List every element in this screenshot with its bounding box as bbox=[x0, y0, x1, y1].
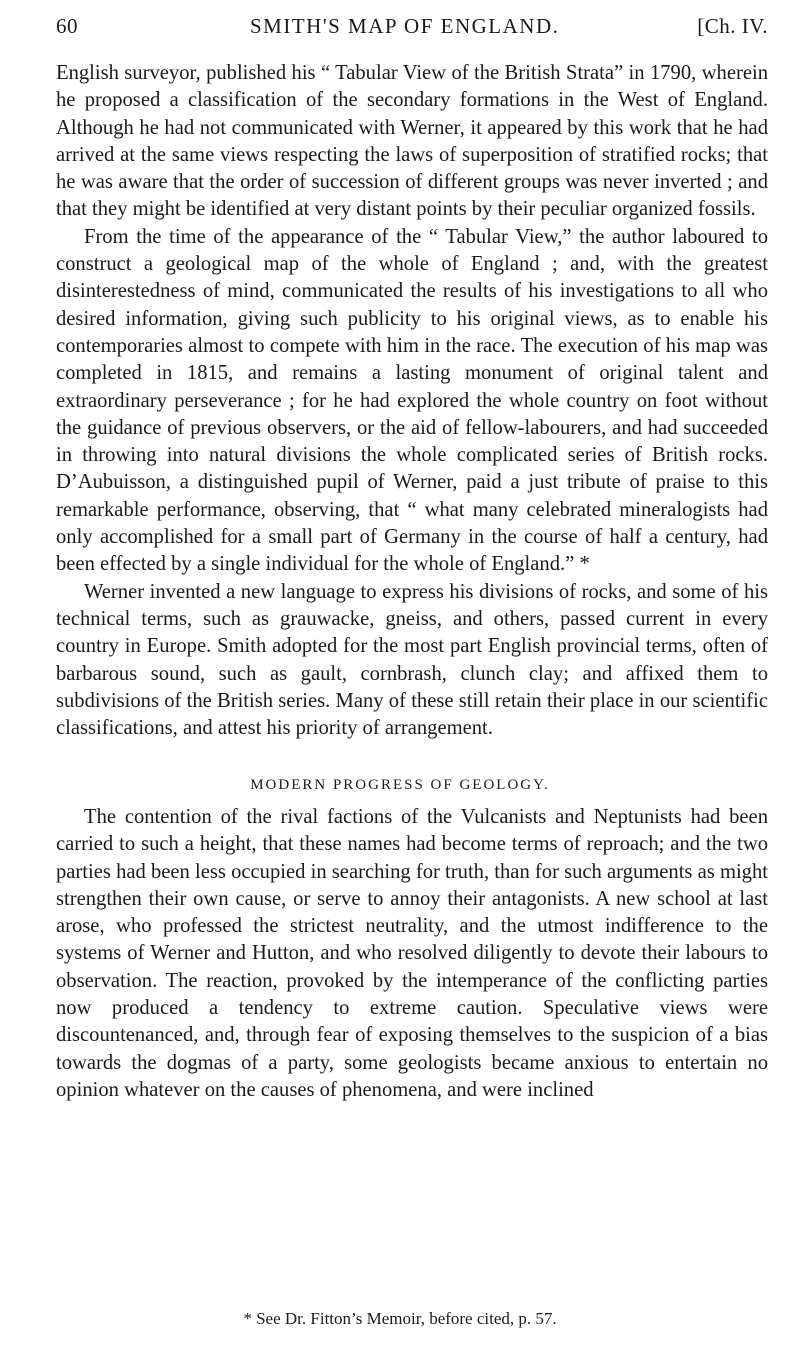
section-body-text bbox=[56, 804, 768, 1104]
paragraph: Werner invented a new language to express his divisions of rocks, and some of his technical terms, such as grauwacke, gneiss, and others, passed current in every country in Europe. Smith adopted for the most part English provincial terms, often of barbarous sound, such as gault, cornbrash, clunch clay; and affixed them to subdivisions of the British series. Many of these still retain their place in our scientific classifications, and attest his priority of arrangement. bbox=[56, 580, 768, 740]
paragraph: The contention of the rival factions of the Vulcanists and Neptunists had been carried to such a height, that these names had become terms of reproach; and the two parties had been less occupied in searching for truth, than for such arguments as might strengthen their own cause, or serve to annoy their antagonists. A new school at last arose, who professed the strictest neutrality, and the utmost indifference to the systems of Werner and Hutton, and who resolved diligently to devote their labours to observation. The reaction, provoked by the intemperance of the conflicting parties now produced a tendency to extreme caution. Speculative views were discountenanced, and, through fear of exposing themselves to the suspicion of a bias towards the dogmas of a party, some geologists became anxious to entertain no opinion whatever on the causes of phenomena, and were inclined bbox=[56, 806, 768, 1101]
page-number: 60 bbox=[56, 14, 78, 38]
chapter-reference: [Ch. IV. bbox=[697, 14, 768, 38]
running-head bbox=[56, 14, 768, 44]
paragraph: From the time of the appearance of the “ Tabular View,” the author laboured to construct a geological map of the whole of England ; and, with the greatest disinterestedness of mind, communicated the results of his investigations to all who desired information, giving such publicity to his original views, as to enable his contemporaries almost to compete with him in the race. The execution of his map was completed in 1815, and remains a lasting monument of original talent and extraordinary perseverance ; for he had explored the whole country on foot without the guidance of previous observers, or the aid of fellow-labourers, and had succeeded in throwing into natural divisions the whole complicated series of British rocks. D’Aubuisson, a distinguished pupil of Werner, paid a just tribute of praise to this remarkable performance, observing, that “ what many celebrated mineralogists had only accomplished for a small part of Germany in the course of half a century, had been effected by a single individual for the whole of England.” * bbox=[56, 225, 768, 576]
running-title: SMITH'S MAP OF ENGLAND. bbox=[250, 14, 560, 38]
footnote: * See Dr. Fitton’s Memoir, before cited, p. 57. bbox=[243, 1309, 557, 1328]
body-text bbox=[56, 60, 768, 742]
section-heading: MODERN PROGRESS OF GEOLOGY. bbox=[250, 777, 550, 793]
paragraph: English surveyor, published his “ Tabular View of the British Strata” in 1790, wherein he proposed a classification of the secondary formations in the West of England. Although he had not communicated with Werner, it appeared by this work that he had arrived at the same views respecting the laws of superposition of stratified rocks; that he was aware that the order of succession of different groups was never inverted ; and that they might be identified at very distant points by their peculiar organized fossils. bbox=[56, 62, 768, 221]
